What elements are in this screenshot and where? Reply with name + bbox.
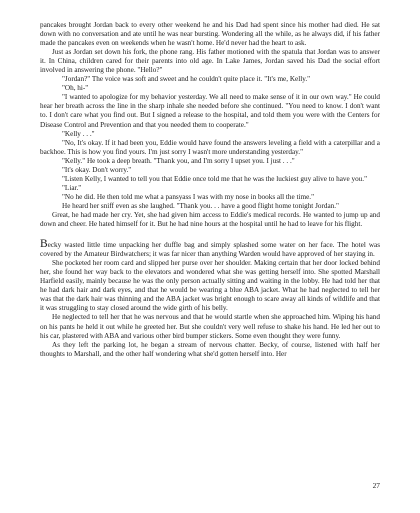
paragraph: Just as Jordan set down his fork, the phone rang. His father motioned with the spatula that Jordan was to answer it. In China, children cared for their parents into old age. In Lake James, Jordan saved his Dad the social effort involved in answering the phone. "Hello?" — [40, 48, 380, 75]
section-break — [40, 229, 380, 240]
paragraph: "Kelly." He took a deep breath. "Thank you, and I'm sorry I upset you. I just . . ." — [62, 156, 295, 165]
paragraph: He neglected to tell her that he was nervous and that he would startle when she approached him. Wiping his hand on his pants he held it out while he greeted her. But she couldn't very well refuse to shake his hand. He led her out to his car, plastered with ABA and various other bird bumper stickers. Some even thought they were funny. — [40, 313, 380, 340]
drop-cap-letter: B — [40, 238, 48, 251]
chapter-text-part-2 — [40, 259, 380, 359]
paragraph: "No, It's okay. If it had been you, Eddie would have found the answers leveling a field with a caterpillar and a backhoe. This is how you find yours. I'm just sorry I wasn't more understanding yesterday." — [40, 138, 380, 156]
paragraph: "It's okay. Don't worry." — [62, 165, 132, 174]
section-first-paragraph-text: ecky wasted little time unpacking her duffle bag and simply splashed some water on her face. The hotel was covered by the Amateur Birdwatchers; it was far nicer than anything Warden would have approved of her staying in. — [40, 241, 380, 259]
paragraph: pancakes brought Jordan back to every other weekend he and his Dad had spent since his mother had died. He sat down with no conversation and ate until he was near bursting. Wondering all the while, as he always did, if his father made the pancakes even on weekends when he wasn't home. He'd never had the heart to ask. — [40, 21, 380, 48]
paragraph: She pocketed her room card and slipped her purse over her shoulder. Making certain that her door locked behind her, she found her way back to the elevators and wondered what she was getting herself into. She spotted Marshall Harfield easily, mainly because he was the only person actually sitting and waiting in the lobby. He had told her that he had dark hair and dark eyes, and that he would be wearing a blue ABA jacket. What he had neglected to tell her was that the dark hair was thinning and the ABA jacket was bright enough to scare away all kinds of wildlife and that it was struggling to stay closed around the wide girth of his belly. — [40, 259, 380, 313]
paragraph: As they left the parking lot, he began a stream of nervous chatter. Becky, of course, listened with half her thoughts to Marshall, and the other half wondering what she'd gotten herself into. Her — [40, 340, 380, 358]
paragraph: "Kelly . . ." — [62, 129, 95, 138]
paragraph: "Listen Kelly, I wanted to tell you that Eddie once told me that he was the luckiest guy alive to have you." — [62, 174, 368, 183]
paragraph: "Oh, hi-" — [62, 84, 89, 93]
paragraph: "Jordan?" The voice was soft and sweet and he couldn't quite place it. "It's me, Kelly." — [62, 75, 311, 84]
paragraph: "I wanted to apologize for my behavior yesterday. We all need to make sense of it in our own way." He could hear her breath across the line in the sharp inhale she needed before she continued. "You need to know. I don't want to. I don't care what you find out. But I signed a release to the hospital, and told them you were with the Centers for Disease Control and Prevention and that you needed them to cooperate." — [40, 93, 380, 129]
chapter-text-part-1 — [40, 21, 380, 229]
paragraph: "Liar." — [62, 183, 82, 192]
paragraph: Great, he had made her cry. Yet, she had given him access to Eddie's medical records. He wanted to jump up and down and cheer. He hated himself for it. But he had nine hours at the hospital until he had to leave for his flight. — [40, 210, 380, 229]
paragraph: He heard her sniff even as she laughed. "Thank you. . . have a good flight home tonight Jordan." — [62, 201, 339, 210]
section-first-paragraph — [40, 240, 380, 259]
paragraph: "No he did. He then told me what a pansyass I was with my nose in books all the time." — [62, 192, 314, 201]
page-number: 27 — [372, 481, 380, 490]
